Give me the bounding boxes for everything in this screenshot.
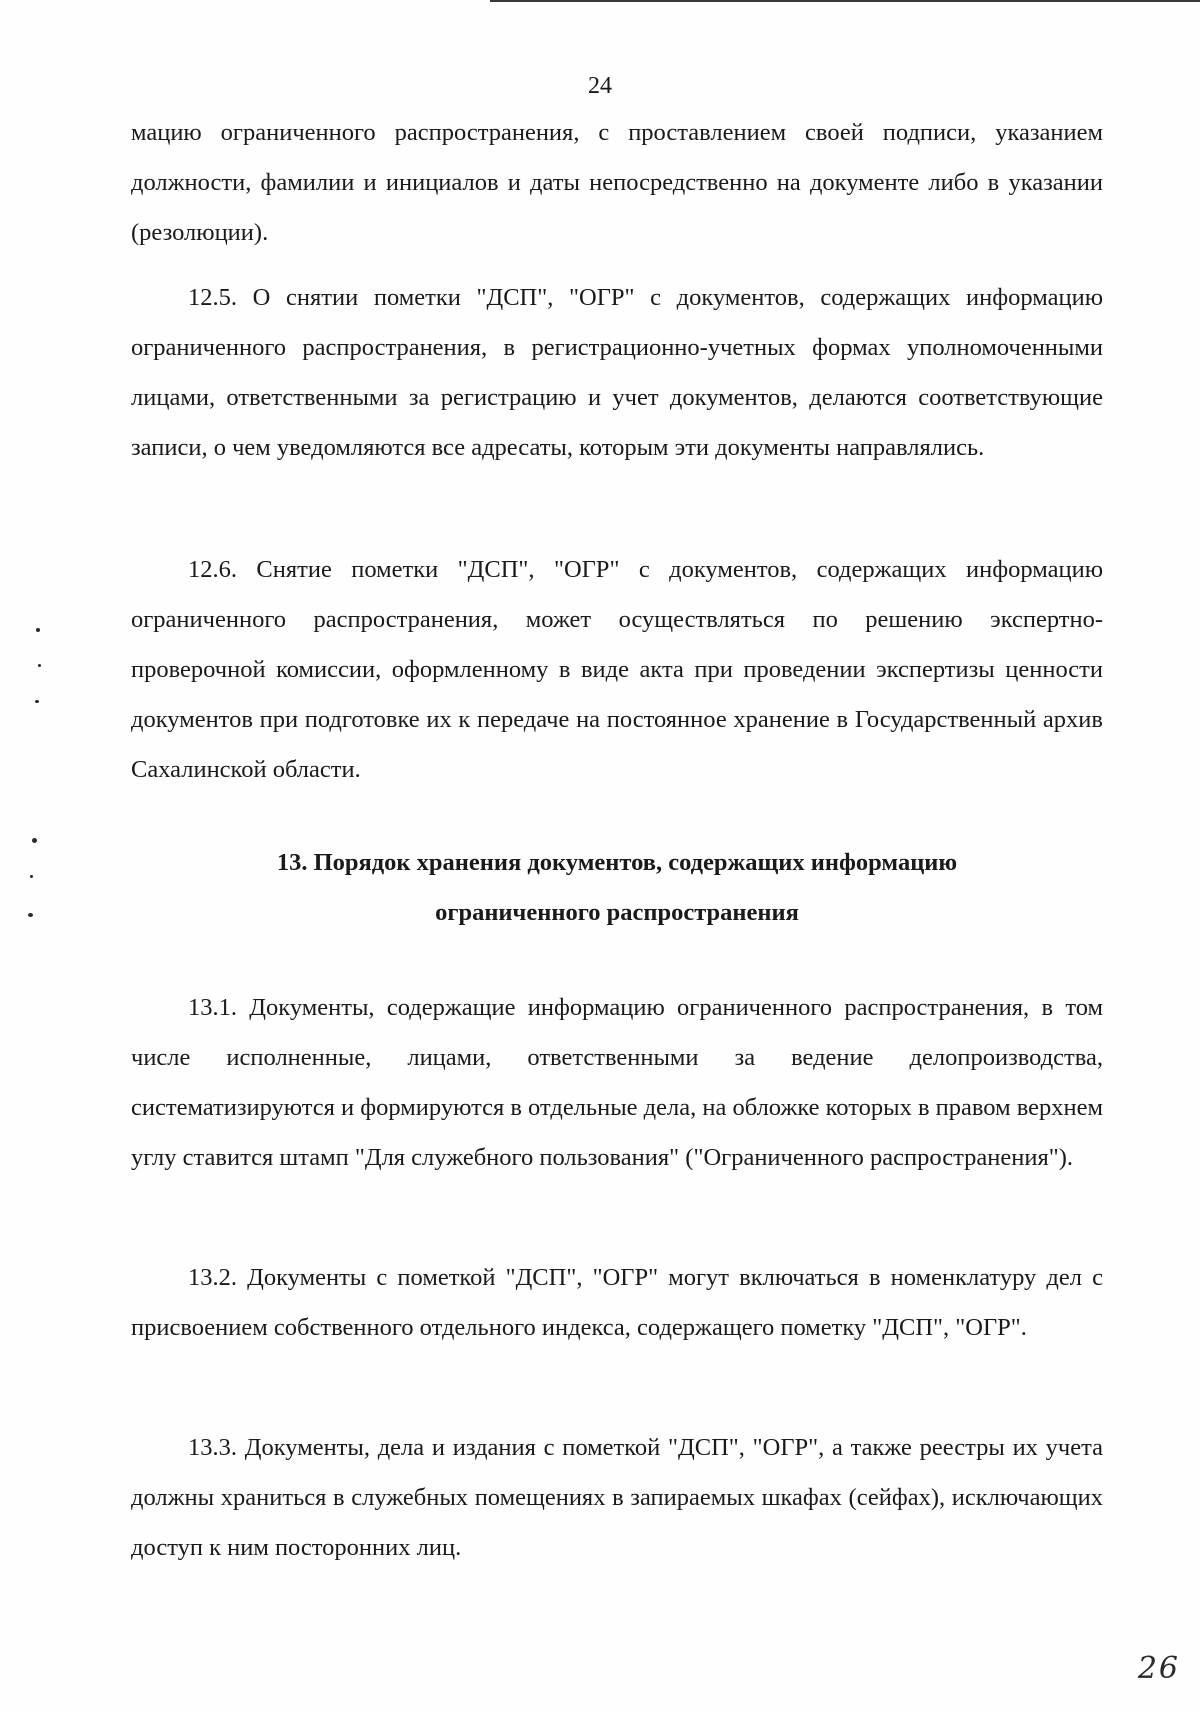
section-13-heading xyxy=(131,838,1103,938)
section-heading-line-1: 13. Порядок хранения документов, содержащих информацию xyxy=(276,849,958,876)
section-heading-line-2: ограниченного распространения xyxy=(435,899,799,926)
scan-speck xyxy=(38,664,41,667)
paragraph-12-6: 12.6. Снятие пометки "ДСП", "ОГР" с документов, содержащих информацию ограниченного распространения, может осуществляться по решению экспертно-проверочной комиссии, оформленному в виде акта при проведении экспертизы ценности документов при подготовке их к передаче на постоянное хранение в Государственный архив Сахалинской области. xyxy=(131,556,1103,783)
paragraph-13-1: 13.1. Документы, содержащие информацию ограниченного распространения, в том числе исполненные, лицами, ответственными за ведение делопроизводства, систематизируются и формируются в отдельные дела, на обложке которых в правом верхнем углу ставится штамп "Для служебного пользования" ("Ограниченного распространения"). xyxy=(131,994,1103,1171)
scan-speck xyxy=(30,875,33,878)
page-number: 24 xyxy=(588,73,612,99)
scan-speck xyxy=(32,838,37,843)
paragraph-13-2: 13.2. Документы с пометкой "ДСП", "ОГР" могут включаться в номенклатуру дел с присвоением собственного отдельного индекса, содержащего пометку "ДСП", "ОГР". xyxy=(131,1264,1103,1341)
scan-speck xyxy=(28,913,33,917)
scan-edge-line xyxy=(490,0,1200,2)
paragraph-13-3: 13.3. Документы, дела и издания с пометкой "ДСП", "ОГР", а также реестры их учета должны храниться в служебных помещениях в запираемых шкафах (сейфах), исключающих доступ к ним посторонних лиц. xyxy=(131,1434,1103,1561)
paragraph-continuation: мацию ограниченного распространения, с проставлением своей подписи, указанием должности, фамилии и инициалов и даты непосредственно на документе либо в указании (резолюции). xyxy=(131,119,1103,246)
scan-speck xyxy=(36,628,40,632)
handwritten-page-number: 26 xyxy=(1137,1651,1180,1686)
scan-speck xyxy=(35,700,39,703)
paragraph-12-5: 12.5. О снятии пометки "ДСП", "ОГР" с документов, содержащих информацию ограниченного распространения, в регистрационно-учетных формах уполномоченными лицами, ответственными за регистрацию и учет документов, делаются соответствующие записи, о чем уведомляются все адресаты, которым эти документы направлялись. xyxy=(131,284,1103,461)
